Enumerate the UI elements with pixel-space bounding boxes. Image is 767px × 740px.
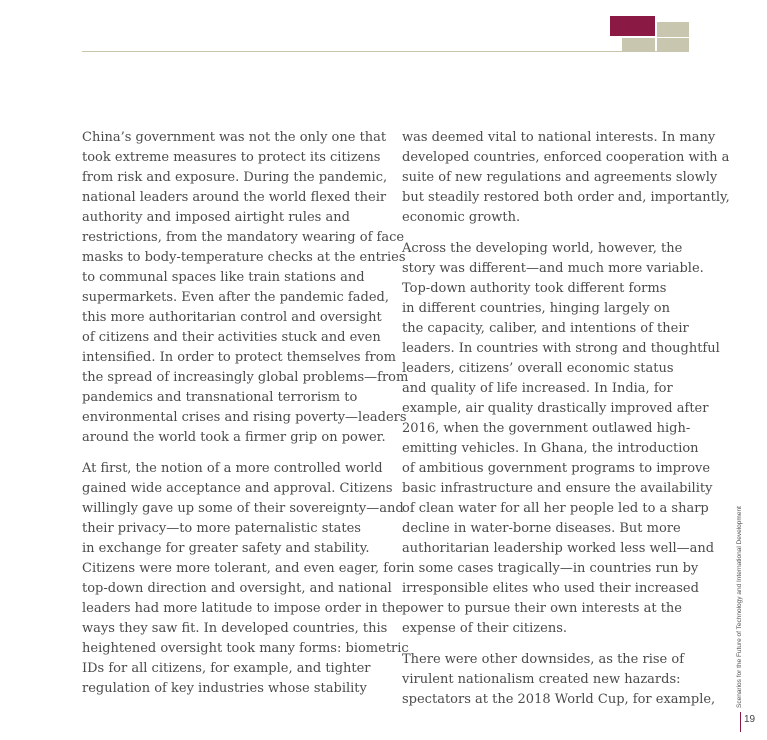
text-line: took extreme measures to protect its citizens [82, 150, 381, 165]
text-line: 2016, when the government outlawed high- [402, 421, 691, 436]
header-block-accent [610, 16, 655, 36]
text-line: leaders had more latitude to impose order in the [82, 601, 404, 616]
paragraph [402, 650, 716, 710]
header-rule [82, 51, 689, 52]
text-line: expense of their citizens. [402, 621, 568, 636]
header-block-top-right [657, 22, 689, 37]
text-line: was deemed vital to national interests. In many [402, 130, 716, 145]
paragraph [82, 128, 409, 448]
text-line: but steadily restored both order and, importantly, [402, 190, 730, 205]
text-line: of ambitious government programs to improve [402, 461, 711, 476]
text-line: Citizens were more tolerant, and even eager, for [82, 561, 403, 576]
text-line: in exchange for greater safety and stability. [82, 541, 370, 556]
text-line: top-down direction and oversight, and national [82, 581, 392, 596]
text-line: in different countries, hinging largely on [402, 301, 670, 316]
text-line: At first, the notion of a more controlled world [82, 461, 383, 476]
text-line: example, air quality drastically improved after [402, 401, 709, 416]
text-line: economic growth. [402, 210, 521, 225]
paragraph [402, 128, 730, 228]
text-line: of clean water for all her people led to a sharp [402, 501, 709, 516]
left-column [82, 128, 409, 699]
text-line: around the world took a firmer grip on power. [82, 430, 386, 445]
paragraph [82, 459, 409, 699]
text-line: from risk and exposure. During the pandemic, [82, 170, 388, 185]
text-line: pandemics and transnational terrorism to [82, 390, 358, 405]
text-line: their privacy—to more paternalistic states [82, 521, 361, 536]
text-line: masks to body-temperature checks at the entries [82, 250, 406, 265]
text-line: IDs for all citizens, for example, and tighter [82, 661, 371, 676]
text-line: to communal spaces like train stations and [82, 270, 365, 285]
text-line: restrictions, from the mandatory wearing of face [82, 230, 405, 245]
text-line: and quality of life increased. In India, for [402, 381, 673, 396]
text-line: emitting vehicles. In Ghana, the introduction [402, 441, 699, 456]
text-line: of citizens and their activities stuck and even [82, 330, 381, 345]
text-line: regulation of key industries whose stability [82, 681, 367, 696]
text-line: willingly gave up some of their sovereignty—and [82, 501, 404, 516]
page-number: 19 [744, 714, 756, 725]
paragraph [402, 239, 720, 639]
page-number-rule [740, 712, 741, 732]
text-line: environmental crises and rising poverty—leaders [82, 410, 407, 425]
text-line: authoritarian leadership worked less well—and [402, 541, 715, 556]
text-line: China’s government was not the only one that [82, 130, 387, 145]
text-line: power to pursue their own interests at the [402, 601, 682, 616]
text-line: basic infrastructure and ensure the availability [402, 481, 713, 496]
text-line: There were other downsides, as the rise of [402, 652, 685, 667]
text-line: leaders. In countries with strong and thoughtful [402, 341, 720, 356]
text-line: suite of new regulations and agreements slowly [402, 170, 718, 185]
text-line: irresponsible elites who used their increased [402, 581, 699, 596]
text-line: leaders, citizens’ overall economic status [402, 361, 674, 376]
header-block-bottom-right [657, 38, 689, 52]
text-line: authority and imposed airtight rules and [82, 210, 350, 225]
text-line: the capacity, caliber, and intentions of their [402, 321, 689, 336]
text-line: this more authoritarian control and oversight [82, 310, 382, 325]
right-column [402, 128, 730, 710]
text-line: gained wide acceptance and approval. Citizens [82, 481, 393, 496]
text-line: virulent nationalism created new hazards: [402, 672, 681, 687]
text-line: heightened oversight took many forms: biometric [82, 641, 409, 656]
running-title: Scenarios for the Future of Technology and International Development [736, 506, 743, 708]
text-line: Across the developing world, however, the [402, 241, 683, 256]
running-title-container [736, 488, 756, 708]
text-line: decline in water-borne diseases. But more [402, 521, 681, 536]
text-line: in some cases tragically—in countries run by [402, 561, 699, 576]
text-line: developed countries, enforced cooperation with a [402, 150, 730, 165]
header-block-bottom-left [622, 38, 655, 52]
text-line: spectators at the 2018 World Cup, for example, [402, 692, 716, 707]
text-line: supermarkets. Even after the pandemic faded, [82, 290, 389, 305]
text-line: story was different—and much more variable. [402, 261, 704, 276]
text-line: intensified. In order to protect themselves from [82, 350, 396, 365]
text-line: ways they saw fit. In developed countries, this [82, 621, 388, 636]
text-line: national leaders around the world flexed their [82, 190, 387, 205]
text-line: the spread of increasingly global problems—from [82, 370, 409, 385]
text-line: Top-down authority took different forms [402, 281, 667, 296]
